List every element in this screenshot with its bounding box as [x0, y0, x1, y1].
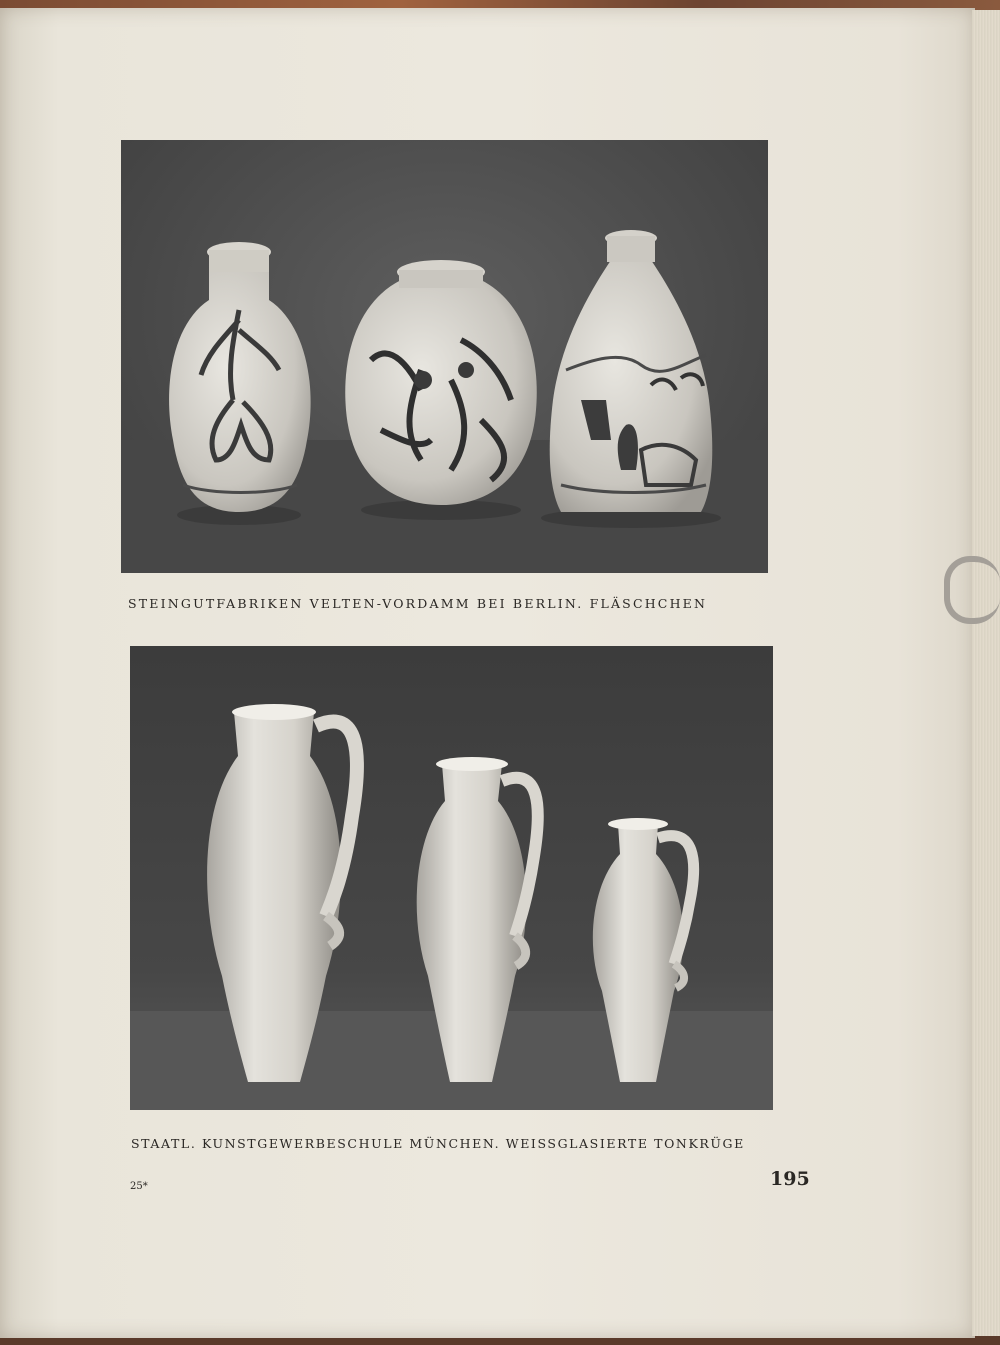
page-number: 195	[770, 1168, 810, 1190]
printer-signature-mark: 25*	[130, 1181, 148, 1192]
plate-caption-flasks: STEINGUTFABRIKEN VELTEN-VORDAMM BEI BERLIN. FLÄSCHCHEN	[128, 596, 708, 611]
jugs-illustration	[130, 646, 773, 1110]
plate-photo-jugs	[130, 646, 773, 1110]
flasks-illustration	[121, 140, 768, 573]
flask-left	[169, 242, 311, 525]
page-stack-edges	[972, 10, 1000, 1336]
flask-right	[541, 230, 721, 528]
plate-photo-flasks	[121, 140, 768, 573]
plate-caption-jugs: STAATL. KUNSTGEWERBESCHULE MÜNCHEN. WEISSGLASIERTE TONKRÜGE	[131, 1136, 745, 1151]
paper-clip	[944, 556, 1000, 624]
